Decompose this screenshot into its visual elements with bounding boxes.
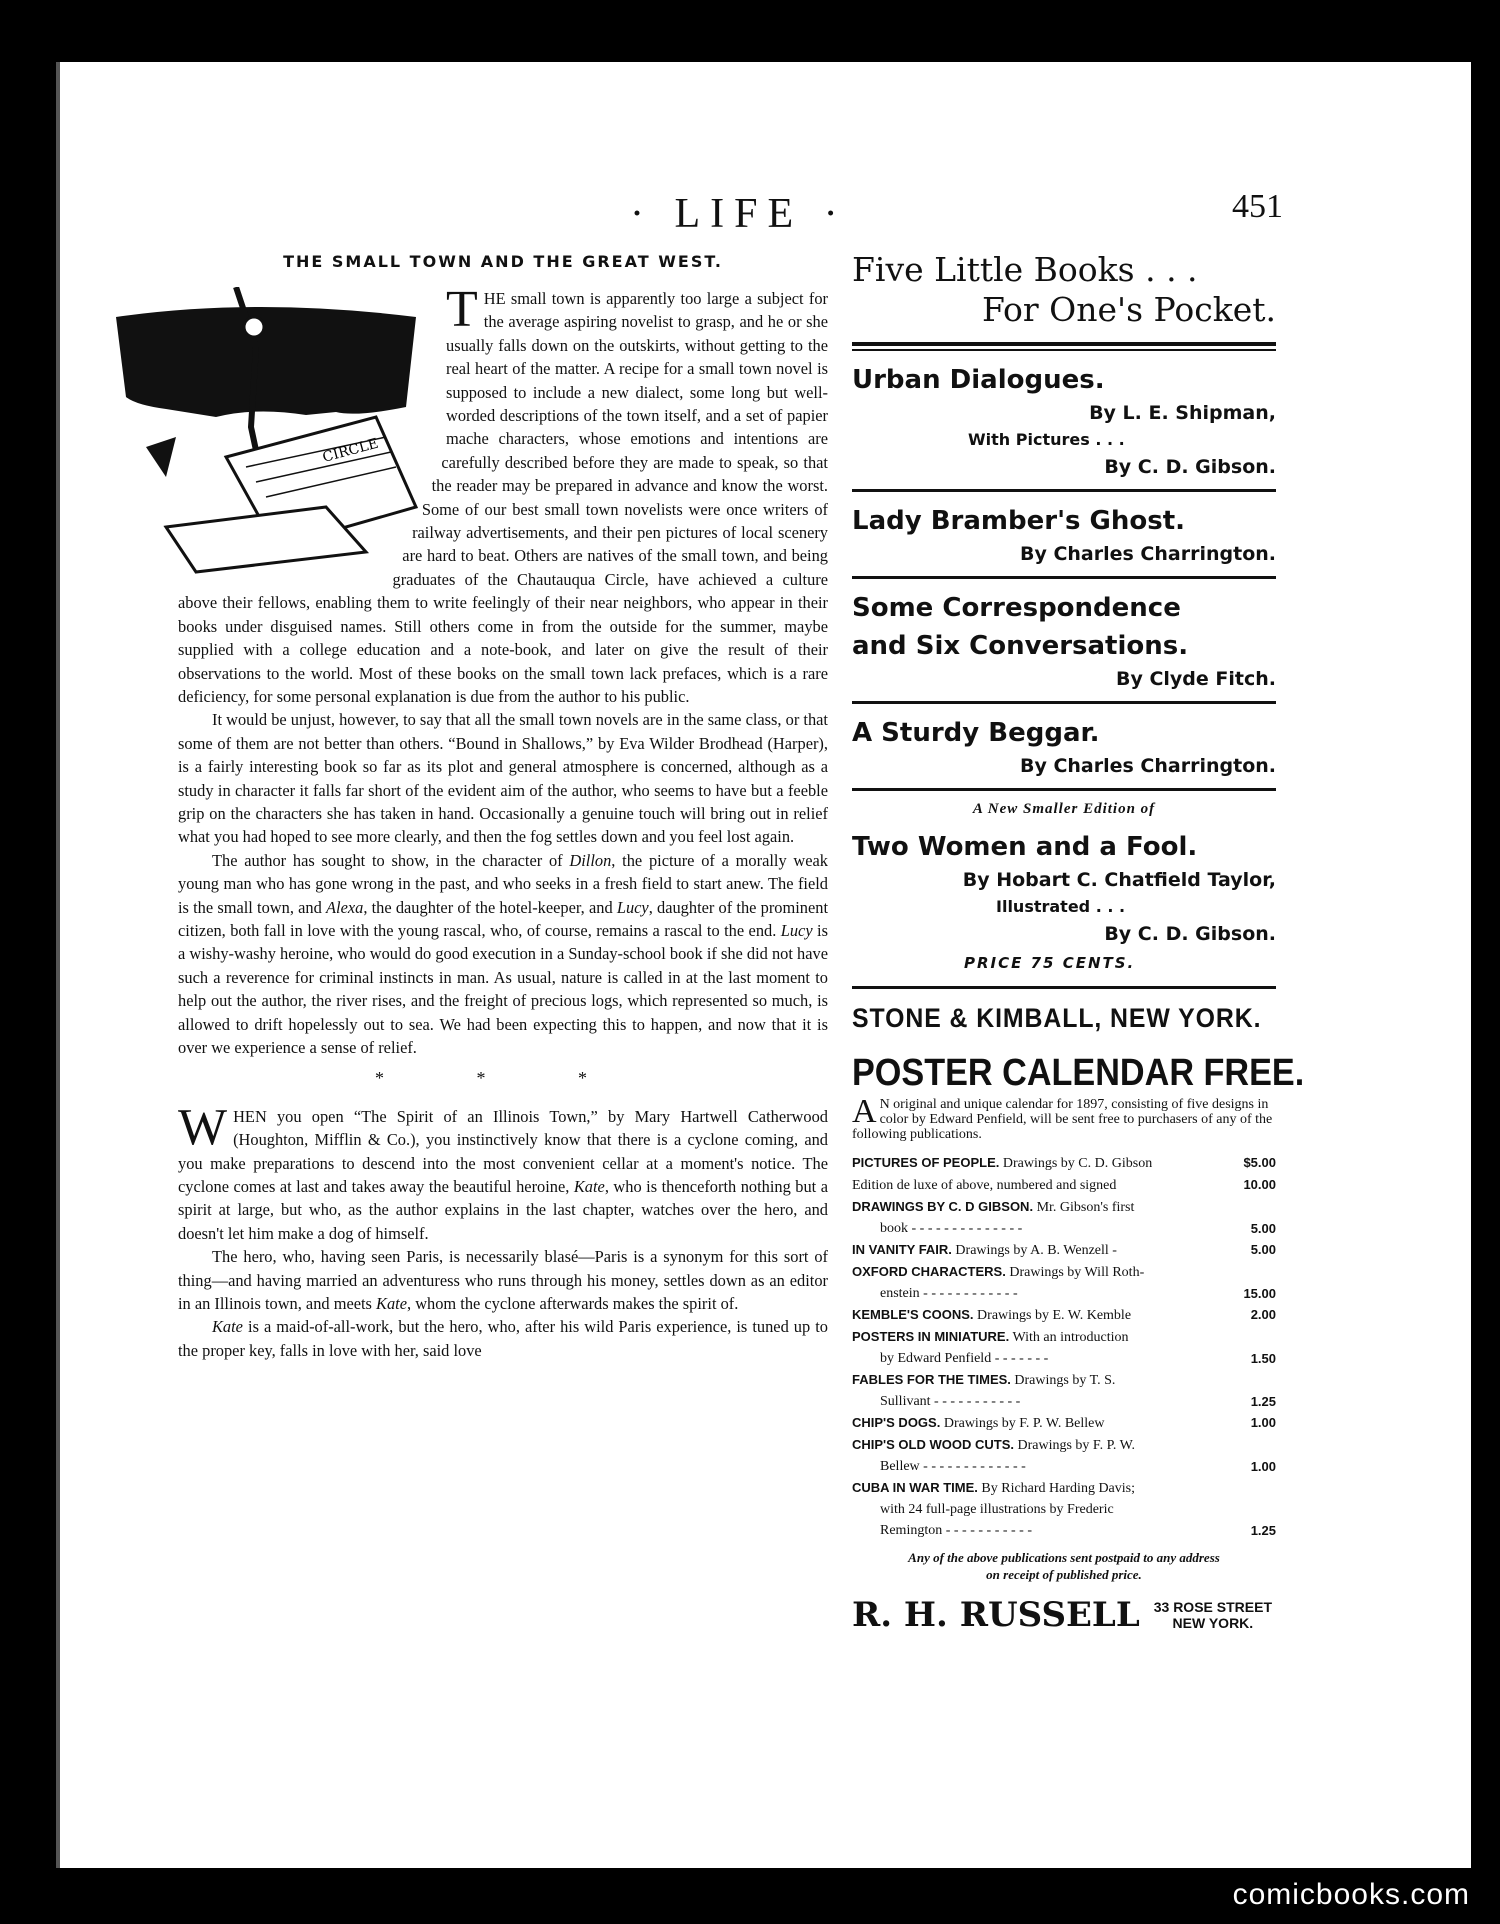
list-item: PICTURES OF PEOPLE. Drawings by C. D. Gibson $5.00 xyxy=(852,1155,1276,1171)
book-author: By Clyde Fitch. xyxy=(1115,668,1276,690)
price-label: PRICE 75 CENTS. xyxy=(964,954,1136,972)
list-item: OXFORD CHARACTERS. Drawings by Will Roth- enstein - - - - - - - - - - - - 15.00 xyxy=(852,1264,1276,1301)
book-author: By Charles Charrington. xyxy=(1019,755,1276,777)
ad-headline-line1: Five Little Books . . . xyxy=(852,250,1198,289)
book-title-urban-dialogues: Urban Dialogues. xyxy=(852,365,1105,395)
ad-headline-line2: For One's Pocket. xyxy=(981,290,1276,329)
book-author: By Charles Charrington. xyxy=(1019,543,1276,565)
book-title-conversations: and Six Conversations. xyxy=(852,631,1189,661)
poster-calendar-intro: A N original and unique calendar for 1897, consisting of five designs in color by Edward Penfield, will be sent free to purchasers of any of the following publications. xyxy=(852,1093,1273,1142)
list-item: CHIP'S OLD WOOD CUTS. Drawings by F. P. W. Bellew - - - - - - - - - - - - - 1.00 xyxy=(852,1437,1276,1474)
advertisement-column xyxy=(852,250,1305,1635)
rule xyxy=(852,986,1276,989)
article-title: THE SMALL TOWN AND THE GREAT WEST. xyxy=(283,252,723,271)
paragraph-4: WHEN you open “The Spirit of an Illinois Town,” by Mary Hartwell Catherwood (Houghton, Mifflin & Co.), you instinctively know that there is a cyclone coming, and you make preparations to descend into the most convenient cellar at a moment's notice. The cyclone comes at last and takes away the beautiful heroine, Kate, who is thenceforth nothing but a spirit at large, but who, as the author explains in the last chapter, watches over the hero, and doesn't let him make a dog of himself. xyxy=(178,1098,829,1243)
article-column xyxy=(178,252,828,1362)
list-item: FABLES FOR THE TIMES. Drawings by T. S. Sullivant - - - - - - - - - - - 1.25 xyxy=(852,1372,1276,1409)
paragraph-3: The author has sought to show, in the character of Dillon, the picture of a morally weak young man who has gone wrong in the past, and who seeks in a fresh field to start anew. The field is the small town, and Alexa, the daughter of the hotel-keeper, and Lucy, daughter of the prominent citizen, both fall in love with the young rascal, who, of course, remains a rascal to the end. Lucy is a wishy-washy heroine, who would do good execution in a Sunday-school book if she did not have such a reverence for criminal instincts in man. As usual, nature is called in at the last moment to help out the author, the river rises, and the freight of precious logs, which represented so much, is allowed to drift hopelessly out to sea. We had been expecting this to happen, and now that it is over we experience a sense of relief. xyxy=(178,850,828,1057)
russell-name: R. H. RUSSELL xyxy=(852,1595,1140,1635)
book-author: By L. E. Shipman, xyxy=(1089,402,1276,424)
smaller-edition-note: A New Smaller Edition of xyxy=(972,801,1156,817)
rule xyxy=(852,701,1276,704)
magazine-masthead: · LIFE · xyxy=(630,191,848,237)
poster-calendar-headline: POSTER CALENDAR FREE. xyxy=(852,1052,1305,1094)
book-title-lady-bramber: Lady Bramber's Ghost. xyxy=(852,506,1186,536)
paragraph-6: Kate is a maid-of-all-work, but the hero, who, after his wild Paris experience, is tuned up to the proper key, falls in love with her, said love xyxy=(178,1317,828,1360)
book-title-sturdy-beggar: A Sturdy Beggar. xyxy=(852,718,1100,748)
list-item: DRAWINGS BY C. D GIBSON. Mr. Gibson's first book - - - - - - - - - - - - - - 5.00 xyxy=(852,1199,1276,1236)
book-with-pictures: With Pictures . . . xyxy=(968,430,1125,449)
russell-signature xyxy=(852,1595,1276,1635)
book-illustrator: By C. D. Gibson. xyxy=(1104,923,1276,945)
book-illustrated: Illustrated . . . xyxy=(996,897,1126,916)
books-illustration xyxy=(106,287,436,577)
watermark: comicbooks.com xyxy=(1232,1878,1470,1911)
paragraph-2: It would be unjust, however, to say that all the small town novels are in the same class, or that some of them are not better than others. “Bound in Shallows,” by Eva Wilder Brodhead (Harper), is a fairly interesting book so far as its plot and general atmosphere is concerned, although as a study in character it falls far short of the evident aim of the author, who seems to have but a feeble grip on the characters she has taken in hand. Occasionally a genuine touch will bring out in relief what you had hoped to see more clearly, and then the fog settles down and you feel lost again. xyxy=(178,710,828,847)
book-title-two-women: Two Women and a Fool. xyxy=(852,832,1198,862)
dropcap-t: T xyxy=(446,281,478,338)
publisher-name: STONE & KIMBALL, NEW YORK. xyxy=(852,1003,1262,1033)
paragraph-5: The hero, who, having seen Paris, is necessarily blasé—Paris is a synonym for this sort of thing—and having married an adventuress who runs through his money, settles down as an editor in an Illinois town, and meets Kate, whom the cyclone afterwards makes the spirit of. xyxy=(178,1247,828,1314)
page-gutter xyxy=(56,62,60,1868)
list-item: CUBA IN WAR TIME. By Richard Harding Davis; with 24 full-page illustrations by Frederic Remington - - - - - - - - - - - 1.25 xyxy=(852,1480,1276,1538)
double-rule xyxy=(852,342,1276,351)
list-item: KEMBLE'S COONS. Drawings by E. W. Kemble 2.00 xyxy=(852,1307,1276,1323)
article-body xyxy=(178,281,829,1362)
rule xyxy=(852,788,1276,791)
illustration-book-label: CIRCLE xyxy=(320,435,381,466)
list-item: IN VANITY FAIR. Drawings by A. B. Wenzell - 5.00 xyxy=(852,1242,1276,1258)
list-item: POSTERS IN MINIATURE. With an introduction by Edward Penfield - - - - - - - 1.50 xyxy=(852,1329,1276,1366)
book-author: By Hobart C. Chatfield Taylor, xyxy=(962,869,1276,891)
publication-list xyxy=(852,1152,1276,1541)
rule xyxy=(852,489,1276,492)
book-title-correspondence: Some Correspondence xyxy=(852,593,1181,623)
list-item: CHIP'S DOGS. Drawings by F. P. W. Bellew 1.00 xyxy=(852,1415,1276,1431)
russell-address: 33 ROSE STREET NEW YORK. xyxy=(1153,1599,1272,1631)
paragraph-1: HE small town is apparently too large a subject for the average aspiring novelist to grasp, and he or she usually falls down on the outskirts, without getting to the real heart of the matter. A recipe for a small town novel is supposed to include a new dialect, some long but well-worded descriptions of the town itself, and a set of papier mache characters, whose emotions and intentions are carefully described before they are made to speak, so that the reader may be prepared in advance and know the worst. Some of our best small town novelists were once writers of railway advertisements, and their pen pictures of local scenery are hard to beat. Others are natives of the small town, and being graduates of the Chautauqua Circle, have achieved a culture above their fellows, enabling them to write feelingly of their near neighbors, who appear in their books under disguised names. Still others come in from the outside for the summer, maybe supplied with a college education and a note-book, and later on give the result of their observations to the world. Most of these books on the small town lack prefaces, which is a rare deficiency, for some personal explanation is due from the author to his public. xyxy=(178,289,828,706)
rule xyxy=(852,576,1276,579)
section-ornament: * * * xyxy=(375,1068,631,1089)
page-number: 451 xyxy=(1232,188,1283,225)
dropcap-w: W xyxy=(178,1098,228,1156)
book-illustrator: By C. D. Gibson. xyxy=(1104,456,1276,478)
postpaid-note: Any of the above publications sent postpaid to any address on receipt of published price. xyxy=(908,1550,1220,1582)
list-item: Edition de luxe of above, numbered and signed 10.00 xyxy=(852,1177,1276,1193)
